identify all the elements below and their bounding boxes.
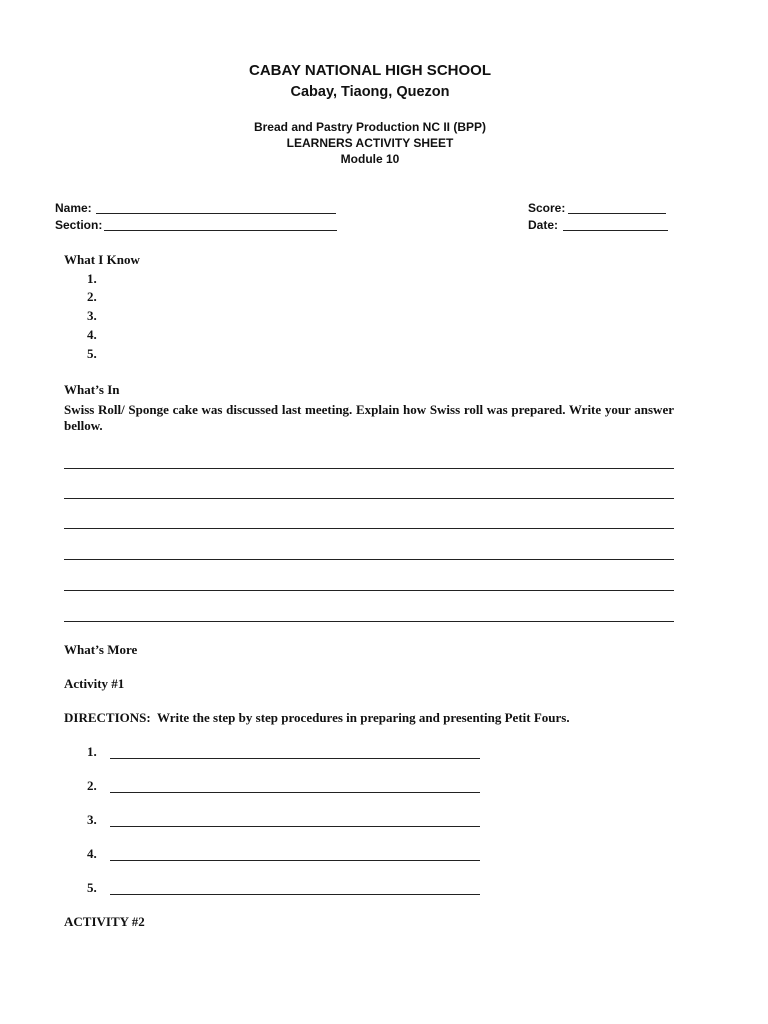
answer-line[interactable] (64, 559, 674, 560)
sheet-title: LEARNERS ACTIVITY SHEET (286, 136, 454, 150)
module-label: Module 10 (340, 152, 400, 166)
name-label: Name: (55, 201, 92, 215)
section-field[interactable] (104, 230, 337, 231)
whats-in-heading: What’s In (64, 382, 120, 397)
step-number: 3. (87, 812, 97, 827)
date-label: Date: (528, 218, 559, 232)
answer-line[interactable] (64, 468, 674, 469)
step-answer-line[interactable] (110, 826, 480, 827)
answer-line[interactable] (64, 590, 674, 591)
score-label: Score: (528, 201, 566, 215)
step-number: 1. (87, 744, 97, 759)
school-address: Cabay, Tiaong, Quezon (290, 84, 450, 100)
section-label: Section: (55, 218, 103, 232)
course-title: Bread and Pastry Production NC II (BPP) (253, 120, 487, 134)
step-answer-line[interactable] (110, 894, 480, 895)
answer-line[interactable] (64, 498, 674, 499)
step-answer-line[interactable] (110, 860, 480, 861)
activity-1-label: Activity #1 (64, 676, 125, 691)
step-number: 4. (87, 846, 97, 861)
activity-2-label: ACTIVITY #2 (64, 914, 145, 929)
step-number: 5. (87, 880, 97, 895)
answer-line[interactable] (64, 528, 674, 529)
what-i-know-item: 1. (87, 271, 97, 286)
what-i-know-item: 3. (87, 308, 97, 323)
school-name: CABAY NATIONAL HIGH SCHOOL (249, 62, 491, 79)
step-answer-line[interactable] (110, 758, 480, 759)
what-i-know-item: 5. (87, 346, 97, 361)
directions-text: DIRECTIONS: Write the step by step procedures in preparing and presenting Petit Fours. (64, 710, 570, 725)
what-i-know-item: 2. (87, 289, 97, 304)
step-answer-line[interactable] (110, 792, 480, 793)
whats-in-prompt: Swiss Roll/ Sponge cake was discussed last meeting. Explain how Swiss roll was prepared. Write your answer bellow. (64, 402, 674, 433)
name-field[interactable] (96, 213, 336, 214)
date-field[interactable] (563, 230, 668, 231)
what-i-know-item: 4. (87, 327, 97, 342)
whats-more-heading: What’s More (64, 642, 138, 657)
step-number: 2. (87, 778, 97, 793)
answer-line[interactable] (64, 621, 674, 622)
score-field[interactable] (568, 213, 666, 214)
what-i-know-heading: What I Know (64, 252, 140, 267)
